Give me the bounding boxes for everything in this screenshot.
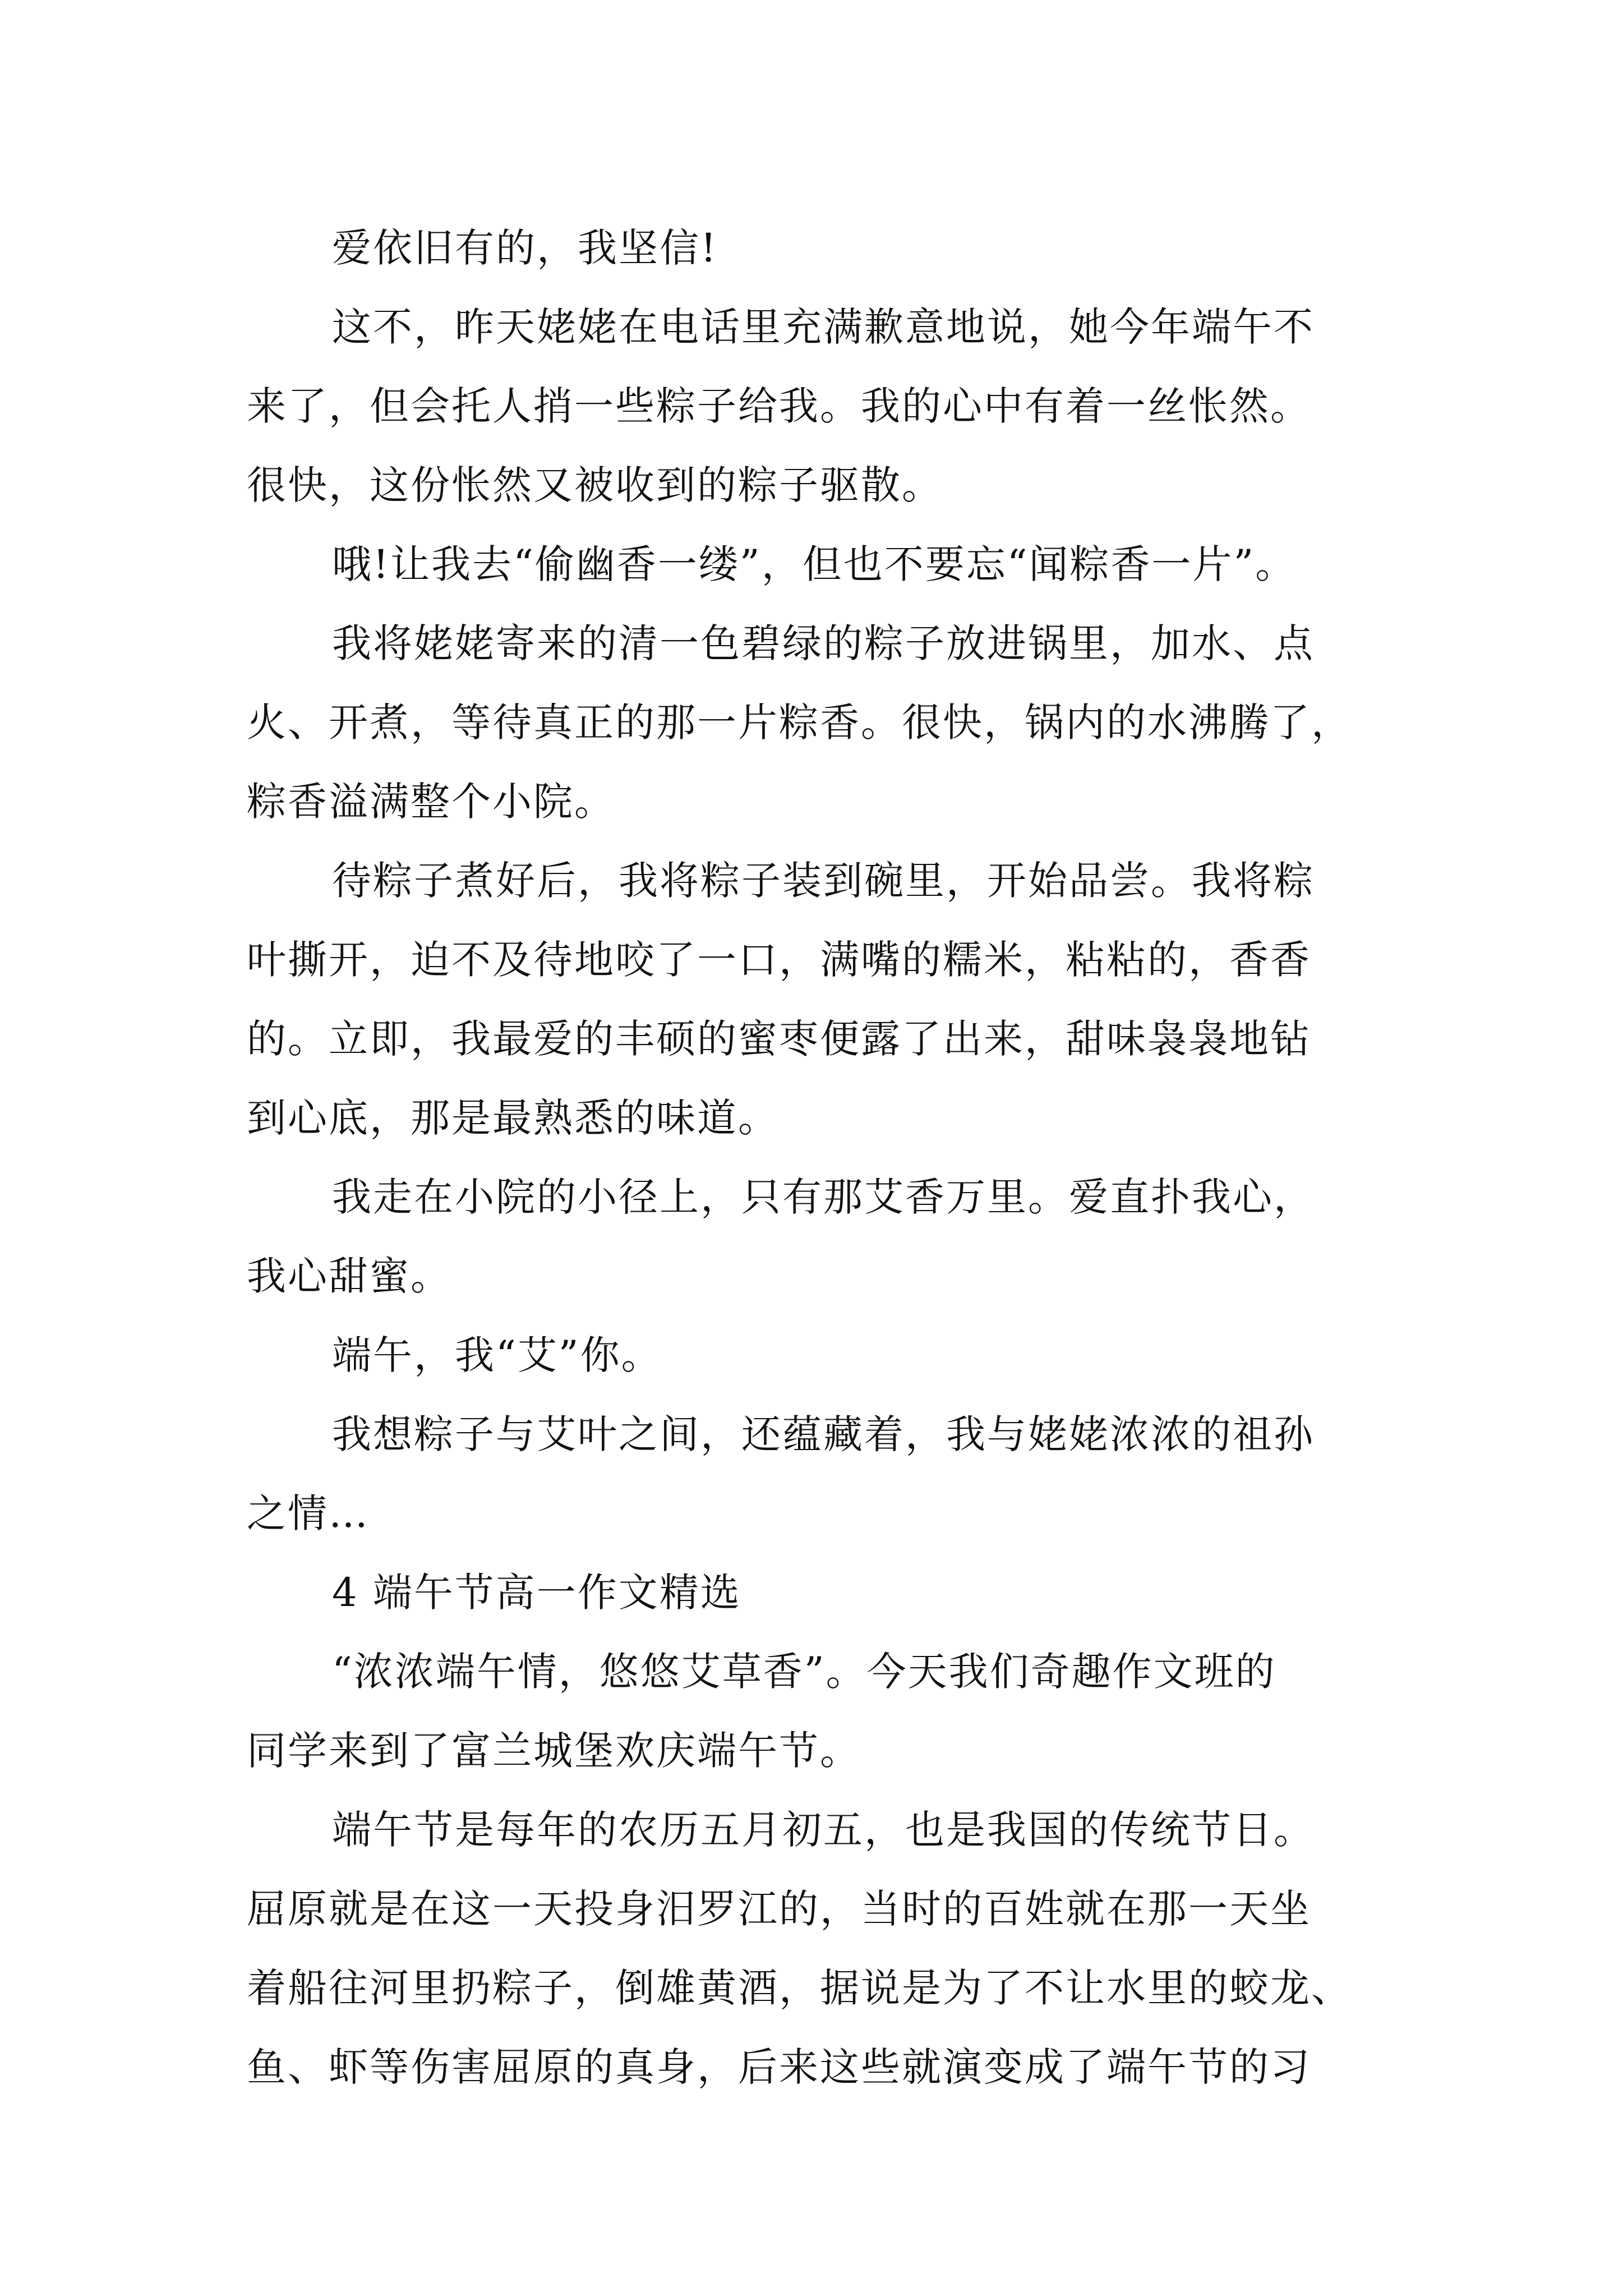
paragraph bbox=[247, 209, 1380, 288]
text-line: 到心底，那是最熟悉的味道。 bbox=[247, 1095, 779, 1141]
text-line: 我将姥姥寄来的清一色碧绿的粽子放进锅里，加水、点 bbox=[332, 620, 1315, 666]
text-line: “浓浓端午情，悠悠艾草香”。今天我们奇趣作文班的 bbox=[332, 1649, 1276, 1695]
paragraph bbox=[247, 1158, 1380, 1316]
text-line: 我走在小院的小径上，只有那艾香万里。爱直扑我心， bbox=[332, 1174, 1315, 1220]
paragraph bbox=[247, 525, 1380, 604]
paragraph bbox=[247, 1316, 1380, 1395]
paragraph bbox=[247, 841, 1380, 1158]
text-line: 屈原就是在这一天投身汨罗江的，当时的百姓就在那一天坐 bbox=[247, 1886, 1311, 1932]
section-heading bbox=[247, 1553, 1380, 1632]
text-line: 来了，但会托人捎一些粽子给我。我的心中有着一丝怅然。 bbox=[247, 383, 1311, 429]
paragraph bbox=[247, 604, 1380, 841]
document-body bbox=[247, 209, 1380, 2107]
text-line: 这不，昨天姥姥在电话里充满歉意地说，她今年端午不 bbox=[332, 304, 1315, 350]
text-line: 粽香溢满整个小院。 bbox=[247, 779, 615, 825]
paragraph bbox=[247, 288, 1380, 525]
text-line: 很快，这份怅然又被收到的粽子驱散。 bbox=[247, 462, 943, 508]
text-line: 叶撕开，迫不及待地咬了一口，满嘴的糯米，粘粘的，香香 bbox=[247, 937, 1311, 983]
text-line: 火、开煮，等待真正的那一片粽香。很快，锅内的水沸腾了， bbox=[247, 700, 1352, 746]
text-line: 端午，我“艾”你。 bbox=[332, 1332, 662, 1378]
text-line: 端午节是每年的农历五月初五，也是我国的传统节日。 bbox=[332, 1807, 1315, 1853]
text-line: 鱼、虾等伤害屈原的真身，后来这些就演变成了端午节的习 bbox=[247, 2044, 1311, 2090]
paragraph bbox=[247, 1395, 1380, 1553]
text-line: 哦!让我去“偷幽香一缕”，但也不要忘“闻粽香一片”。 bbox=[332, 541, 1297, 587]
text-line: 同学来到了富兰城堡欢庆端午节。 bbox=[247, 1728, 861, 1774]
paragraph bbox=[247, 1632, 1380, 1791]
text-line: 我想粽子与艾叶之间，还蕴藏着，我与姥姥浓浓的祖孙 bbox=[332, 1411, 1315, 1457]
text-line: 爱依旧有的，我坚信! bbox=[332, 225, 718, 271]
text-line: 的。立即，我最爱的丰硕的蜜枣便露了出来，甜味袅袅地钻 bbox=[247, 1016, 1311, 1062]
text-line: 待粽子煮好后，我将粽子装到碗里，开始品尝。我将粽 bbox=[332, 858, 1315, 904]
text-line: 4 端午节高一作文精选 bbox=[332, 1570, 741, 1616]
text-line: 着船往河里扔粽子，倒雄黄酒，据说是为了不让水里的蛟龙、 bbox=[247, 1965, 1352, 2011]
text-line: 我心甜蜜。 bbox=[247, 1253, 451, 1299]
paragraph bbox=[247, 1791, 1380, 2107]
text-line: 之情… bbox=[247, 1490, 370, 1536]
